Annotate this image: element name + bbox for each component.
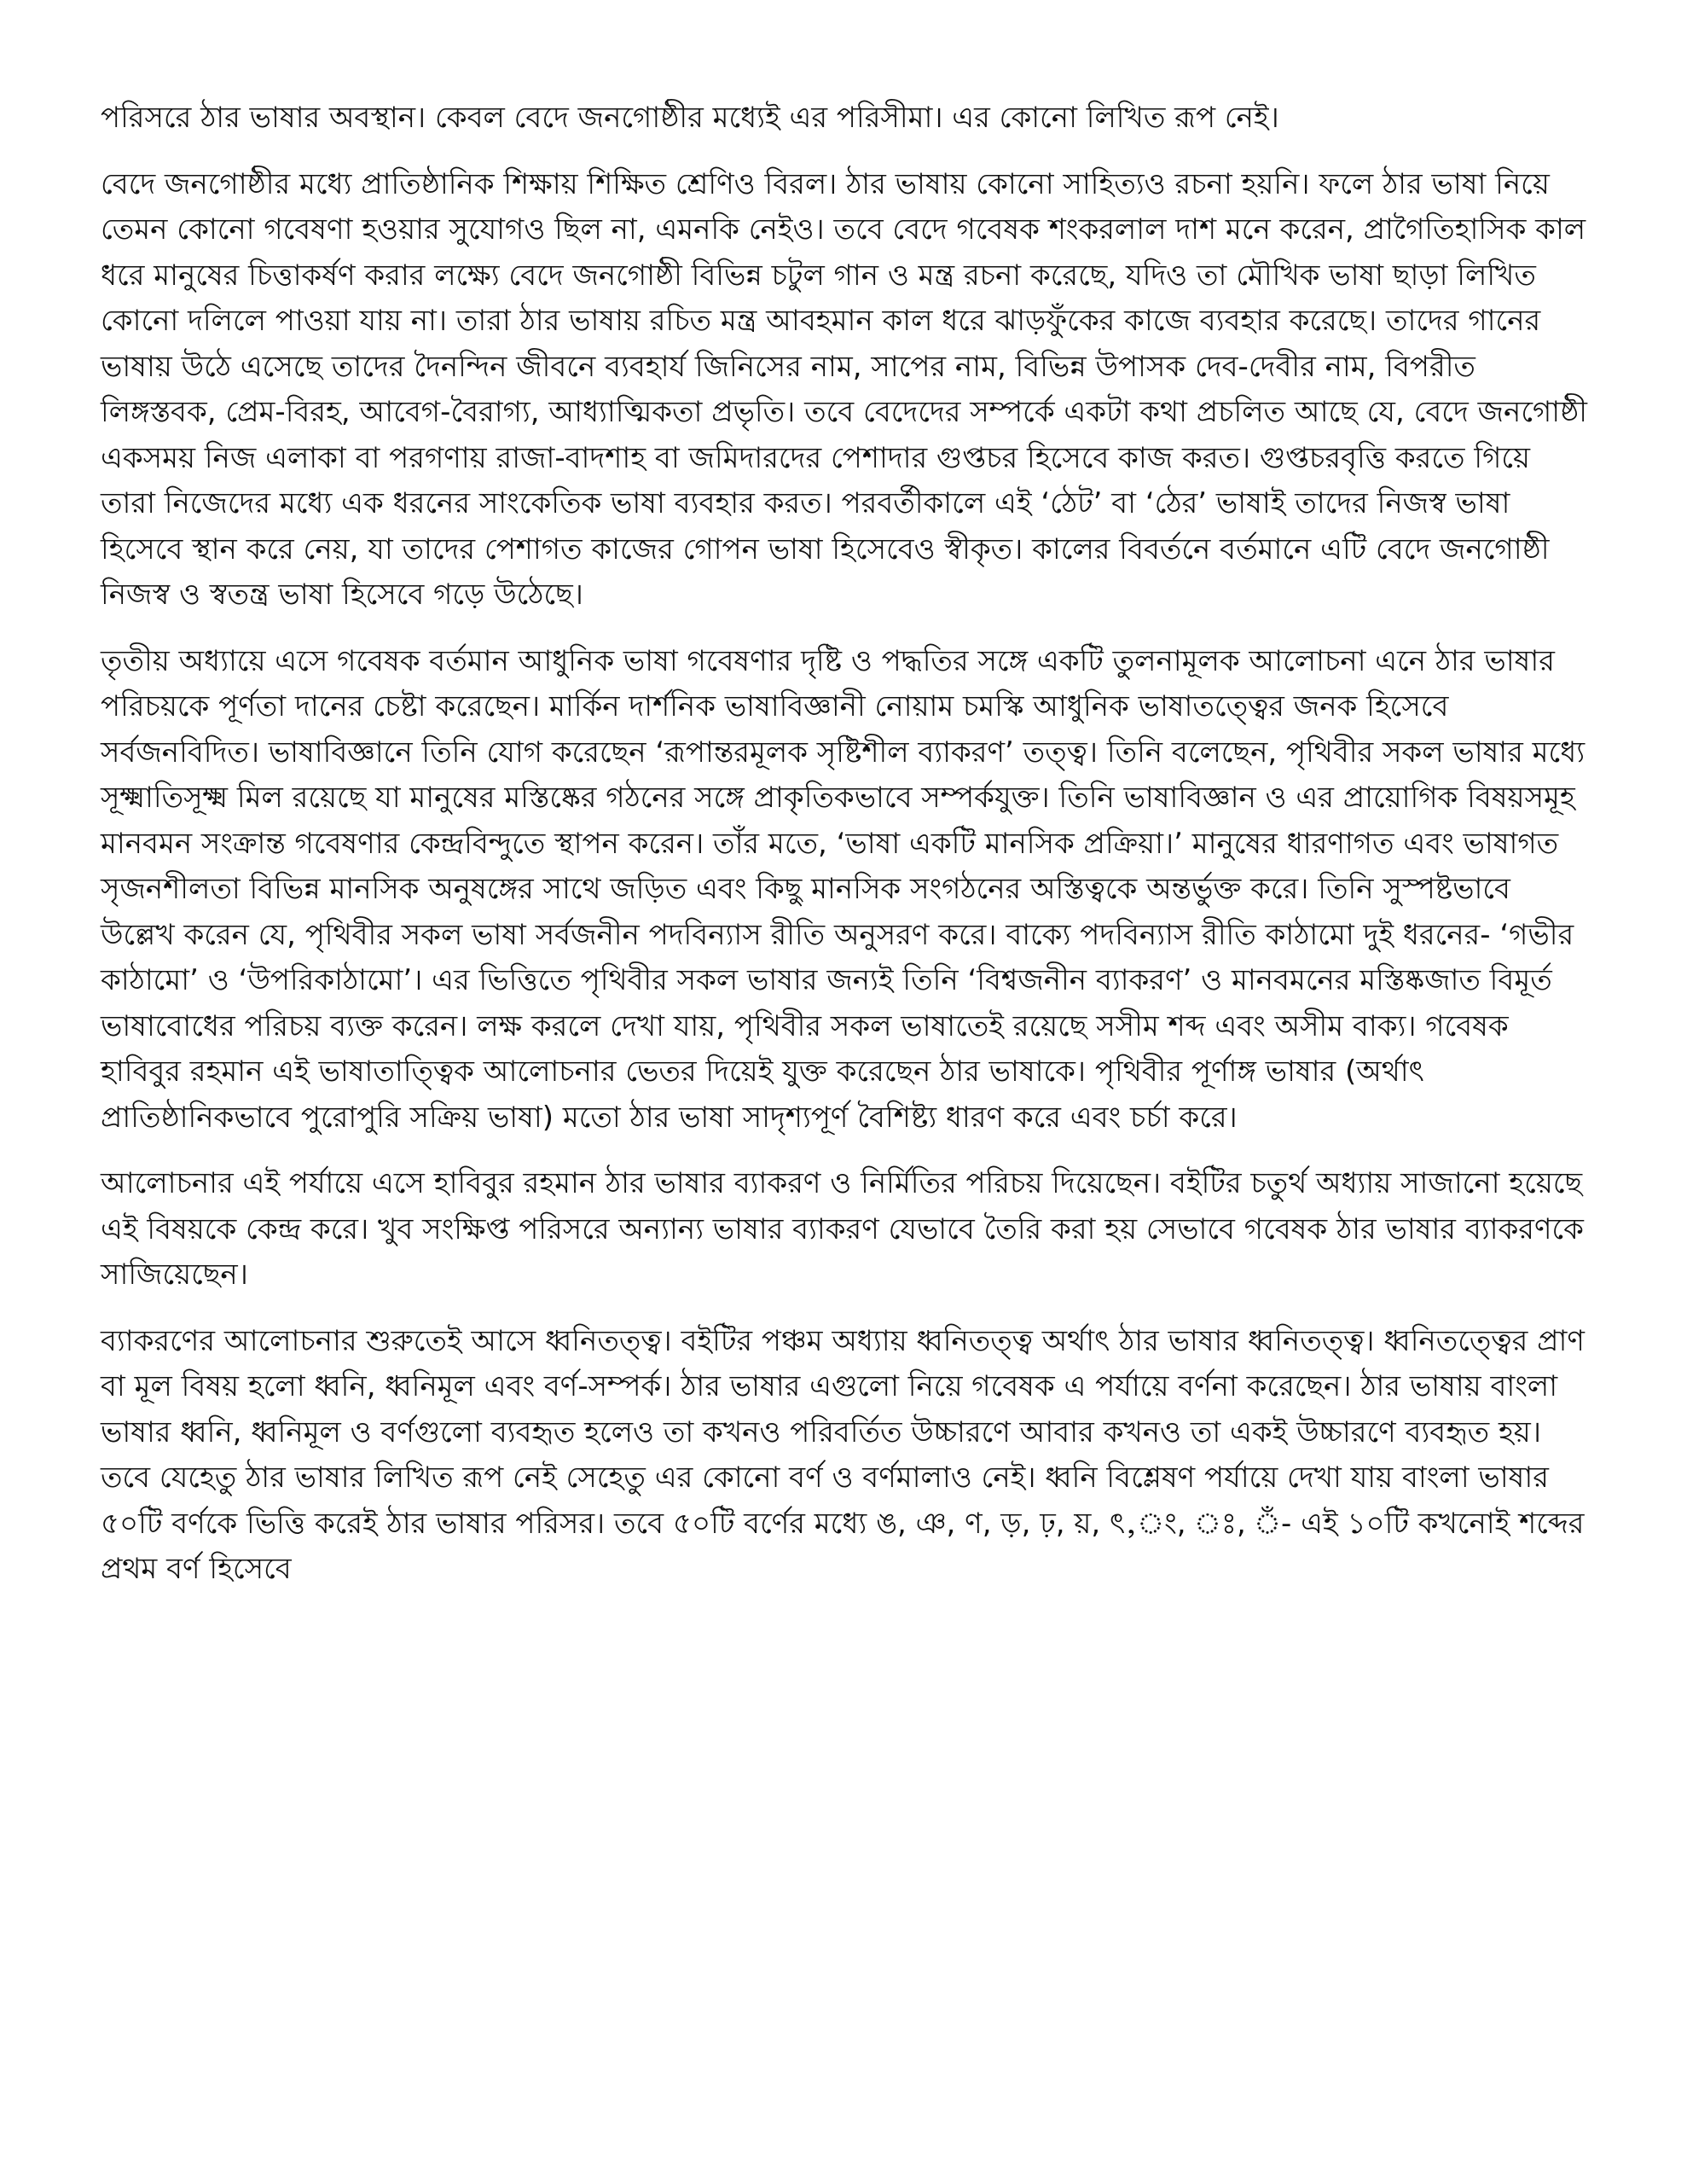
document-page: [101, 96, 1589, 1613]
paragraph-4: আলোচনার এই পর্যায়ে এসে হাবিবুর রহমান ঠার ভাষার ব্যাকরণ ও নির্মিতির পরিচয় দিয়েছেন। বইটির চতুর্থ অধ্যায় সাজানো হয়েছে এই বিষয়কে কেন্দ্র করে। খুব সংক্ষিপ্ত পরিসরে অন্যান্য ভাষার ব্যাকরণ যেভাবে তৈরি করা হয় সেভাবে গবেষক ঠার ভাষার ব্যাকরণকে সাজিয়েছেন।: [101, 1166, 1584, 1292]
paragraph-1: পরিসরে ঠার ভাষার অবস্থান। কেবল বেদে জনগোষ্ঠীর মধ্যেই এর পরিসীমা। এর কোনো লিখিত রূপ নেই।: [101, 101, 1279, 135]
paragraph-2: বেদে জনগোষ্ঠীর মধ্যে প্রাতিষ্ঠানিক শিক্ষায় শিক্ষিত শ্রেণিও বিরল। ঠার ভাষায় কোনো সাহিত্যও রচনা হয়নি। ফলে ঠার ভাষা নিয়ে তেমন কোনো গবেষণা হওয়ার সুযোগও ছিল না, এমনকি নেইও। তবে বেদে গবেষক শংকরলাল দাশ মনে করেন, প্রাগৈতিহাসিক কাল ধরে মানুষের চিত্তাকর্ষণ করার লক্ষ্যে বেদে জনগোষ্ঠী বিভিন্ন চটুল গান ও মন্ত্র রচনা করেছে, যদিও তা মৌখিক ভাষা ছাড়া লিখিত কোনো দলিলে পাওয়া যায় না। তারা ঠার ভাষায় রচিত মন্ত্র আবহমান কাল ধরে ঝাড়ফুঁকের কাজে ব্যবহার করেছে। তাদের গানের ভাষায় উঠে এসেছে তাদের দৈনন্দিন জীবনে ব্যবহার্য জিনিসের নাম, সাপের নাম, বিভিন্ন উপাসক দেব-দেবীর নাম, বিপরীত লিঙ্গস্তবক, প্রেম-বিরহ, আবেগ-বৈরাগ্য, আধ্যাত্মিকতা প্রভৃতি। তবে বেদেদের সম্পর্কে একটা কথা প্রচলিত আছে যে, বেদে জনগোষ্ঠী একসময় নিজ এলাকা বা পরগণায় রাজা-বাদশাহ বা জমিদারদের পেশাদার গুপ্তচর হিসেবে কাজ করত। গুপ্তচরবৃত্তি করতে গিয়ে তারা নিজেদের মধ্যে এক ধরনের সাংকেতিক ভাষা ব্যবহার করত। পরবর্তীকালে এই ‘ঠেট’ বা ‘ঠের’ ভাষাই তাদের নিজস্ব ভাষা হিসেবে স্থান করে নেয়, যা তাদের পেশাগত কাজের গোপন ভাষা হিসেবেও স্বীকৃত। কালের বিবর্তনে বর্তমানে এটি বেদে জনগোষ্ঠী নিজস্ব ও স্বতন্ত্র ভাষা হিসেবে গড়ে উঠেছে।: [101, 166, 1588, 612]
paragraph-3: তৃতীয় অধ্যায়ে এসে গবেষক বর্তমান আধুনিক ভাষা গবেষণার দৃষ্টি ও পদ্ধতির সঙ্গে একটি তুলনামূলক আলোচনা এনে ঠার ভাষার পরিচয়কে পূর্ণতা দানের চেষ্টা করেছেন। মার্কিন দার্শনিক ভাষাবিজ্ঞানী নোয়াম চমস্কি আধুনিক ভাষাতত্ত্বের জনক হিসেবে সর্বজনবিদিত। ভাষাবিজ্ঞানে তিনি যোগ করেছেন ‘রূপান্তরমূলক সৃষ্টিশীল ব্যাকরণ’ তত্ত্ব। তিনি বলেছেন, পৃথিবীর সকল ভাষার মধ্যে সূক্ষ্মাতিসূক্ষ্ম মিল রয়েছে যা মানুষের মস্তিষ্কের গঠনের সঙ্গে প্রাকৃতিকভাবে সম্পর্কযুক্ত। তিনি ভাষাবিজ্ঞান ও এর প্রায়োগিক বিষয়সমূহ মানবমন সংক্রান্ত গবেষণার কেন্দ্রবিন্দুতে স্থাপন করেন। তাঁর মতে, ‘ভাষা একটি মানসিক প্রক্রিয়া।’ মানুষের ধারণাগত এবং ভাষাগত সৃজনশীলতা বিভিন্ন মানসিক অনুষঙ্গের সাথে জড়িত এবং কিছু মানসিক সংগঠনের অস্তিত্বকে অন্তর্ভুক্ত করে। তিনি সুস্পষ্টভাবে উল্লেখ করেন যে, পৃথিবীর সকল ভাষা সর্বজনীন পদবিন্যাস রীতি অনুসরণ করে। বাক্যে পদবিন্যাস রীতি কাঠামো দুই ধরনের- ‘গভীর কাঠামো’ ও ‘উপরিকাঠামো’। এর ভিত্তিতে পৃথিবীর সকল ভাষার জন্যই তিনি ‘বিশ্বজনীন ব্যাকরণ’ ও মানবমনের মস্তিষ্কজাত বিমূর্ত ভাষাবোধের পরিচয় ব্যক্ত করেন। লক্ষ করলে দেখা যায়, পৃথিবীর সকল ভাষাতেই রয়েছে সসীম শব্দ এবং অসীম বাক্য। গবেষক হাবিবুর রহমান এই ভাষাতাত্ত্বিক আলোচনার ভেতর দিয়েই যুক্ত করেছেন ঠার ভাষাকে। পৃথিবীর পূর্ণাঙ্গ ভাষার (অর্থাৎ প্রাতিষ্ঠানিকভাবে পুরোপুরি সক্রিয় ভাষা) মতো ঠার ভাষা সাদৃশ্যপূর্ণ বৈশিষ্ট্য ধারণ করে এবং চর্চা করে।: [101, 643, 1586, 1135]
paragraph-5: ব্যাকরণের আলোচনার শুরুতেই আসে ধ্বনিতত্ত্ব। বইটির পঞ্চম অধ্যায় ধ্বনিতত্ত্ব অর্থাৎ ঠার ভাষার ধ্বনিতত্ত্ব। ধ্বনিতত্ত্বের প্রাণ বা মূল বিষয় হলো ধ্বনি, ধ্বনিমূল এবং বর্ণ-সম্পর্ক। ঠার ভাষার এগুলো নিয়ে গবেষক এ পর্যায়ে বর্ণনা করেছেন। ঠার ভাষায় বাংলা ভাষার ধ্বনি, ধ্বনিমূল ও বর্ণগুলো ব্যবহৃত হলেও তা কখনও পরিবর্তিত উচ্চারণে আবার কখনও তা একই উচ্চারণে ব্যবহৃত হয়। তবে যেহেতু ঠার ভাষার লিখিত রূপ নেই সেহেতু এর কোনো বর্ণ ও বর্ণমালাও নেই। ধ্বনি বিশ্লেষণ পর্যায়ে দেখা যায় বাংলা ভাষার ৫০টি বর্ণকে ভিত্তি করেই ঠার ভাষার পরিসর। তবে ৫০টি বর্ণের মধ্যে ঙ, ঞ, ণ, ড়, ঢ়, য়, ৎ,ং, ঃ, ঁ- এই ১০টি কখনোই শব্দের প্রথম বর্ণ হিসেবে: [101, 1323, 1585, 1586]
